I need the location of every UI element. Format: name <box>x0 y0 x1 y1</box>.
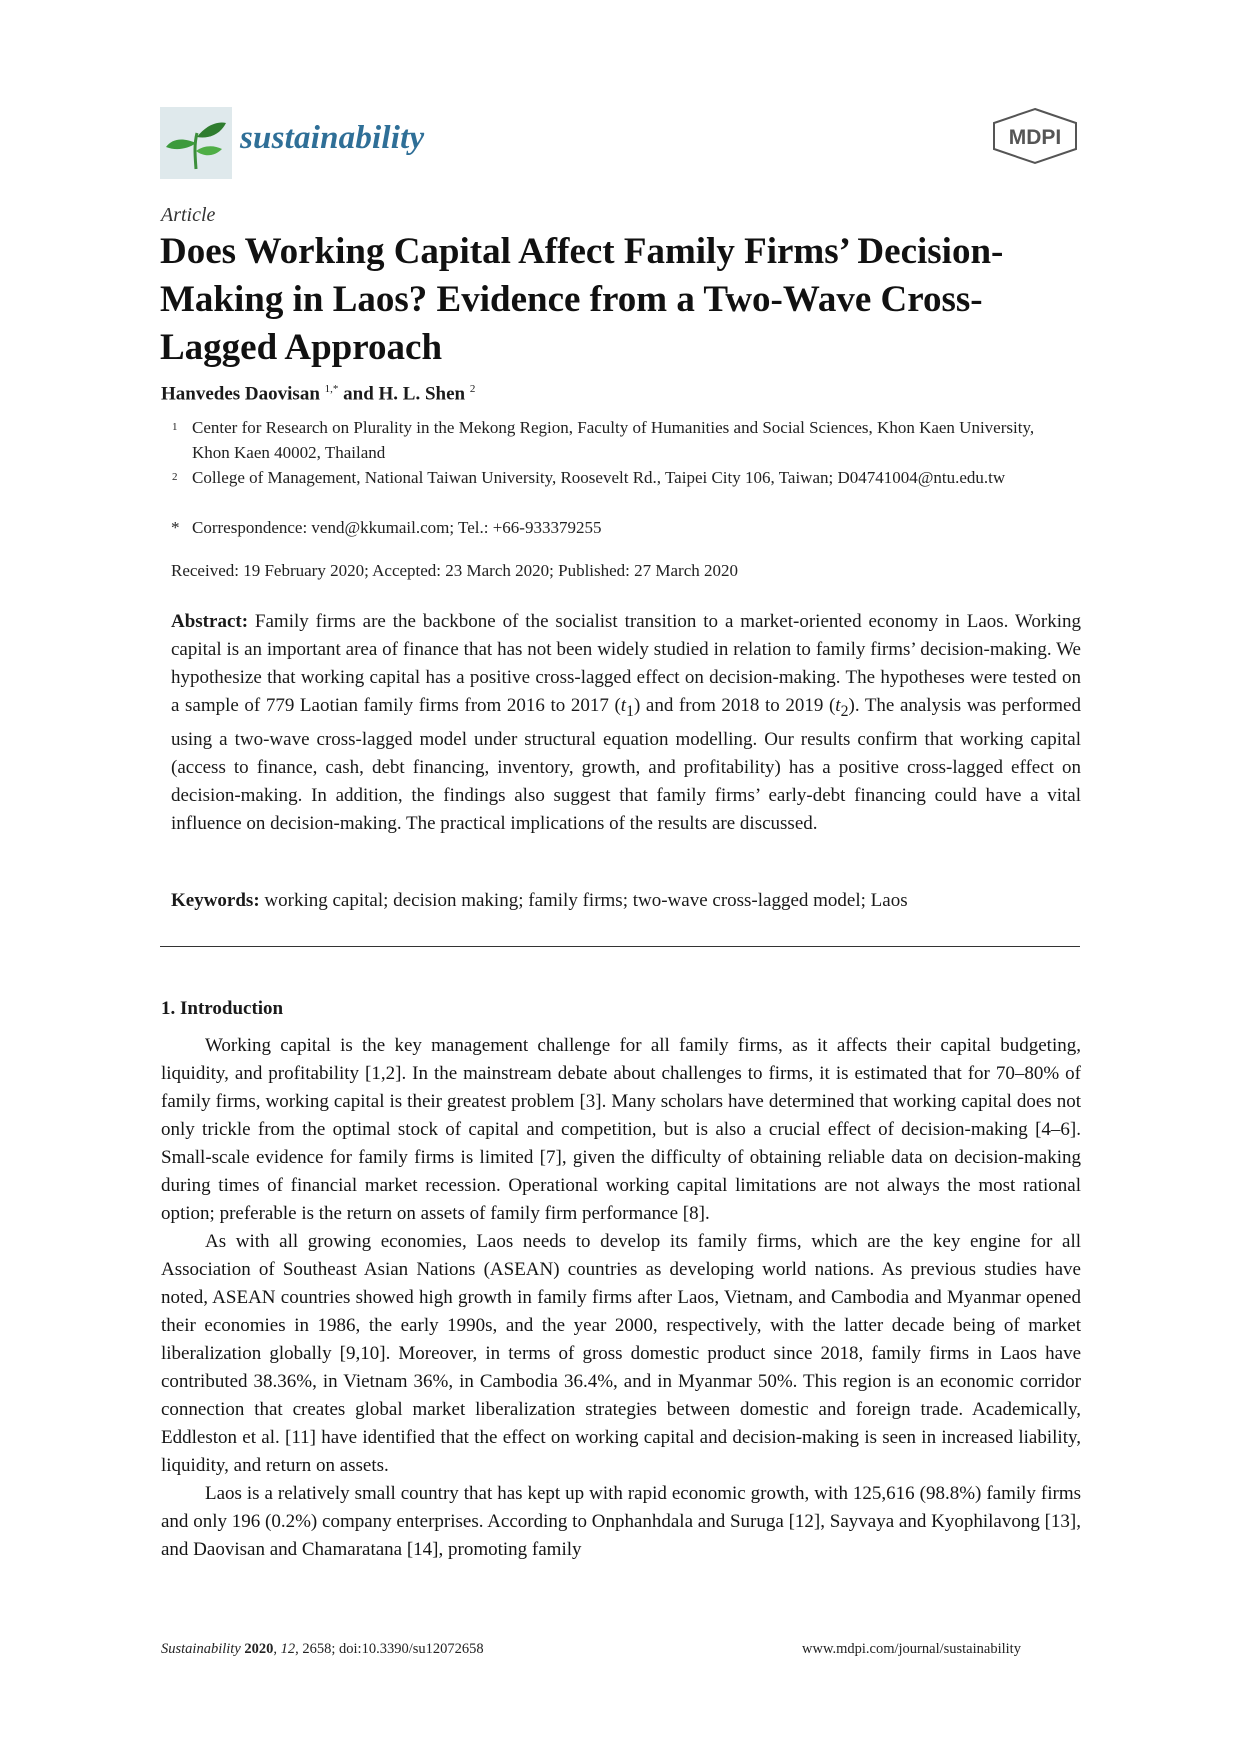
section-divider <box>160 946 1080 947</box>
affiliation-text: College of Management, National Taiwan University, Roosevelt Rd., Taipei City 106, Taiwan; D04741004@ntu.edu.tw <box>192 468 1006 487</box>
paragraph: Laos is a relatively small country that has kept up with rapid economic growth, with 125,616 (98.8%) family firms and only 196 (0.2%) company enterprises. According to Onphanhdala and Suruga [12], Sayvaya and Kyophilavong [13], and Daovisan and Chamaratana [14], promoting family <box>161 1483 1081 1560</box>
citation-footer: Sustainability 2020, 12, 2658; doi:10.3390/su12072658 <box>161 1641 484 1657</box>
paragraph: Working capital is the key management challenge for all family firms, as it affects their capital budgeting, liquidity, and profitability [1,2]. In the mainstream debate about challenges to firms, it is estimated that for 70–80% of family firms, working capital is their greatest problem [3]. Many scholars have determined that working capital does not only trickle from the optimal stock of capital and competition, but is also a crucial effect of decision-making [4–6]. Small-scale evidence for family firms is limited [7], given the difficulty of obtaining reliable data on decision-making during times of financial market recession. Operational working capital limitations are not always the most rational option; preferable is the return on assets of family firm performance [8]. <box>161 1035 1081 1224</box>
correspondence-mark: * <box>171 518 180 537</box>
abstract-subscript: 1 <box>626 702 634 720</box>
abstract <box>171 608 1081 838</box>
affiliation-text: Center for Research on Plurality in the Mekong Region, Faculty of Humanities and Social Sciences, Khon Kaen University, Khon Kaen 40002, Thailand <box>192 418 1035 462</box>
paragraph: As with all growing economies, Laos needs to develop its family firms, which are the key engine for all Association of Southeast Asian Nations (ASEAN) countries as developing world nations. As previous studies have noted, ASEAN countries showed high growth in family firms after Laos, Vietnam, and Cambodia and Myanmar opened their economies in 1986, the early 1990s, and the year 2000, respectively, with the latter decade being of market liberalization globally [9,10]. Moreover, in terms of gross domestic product since 2018, family firms in Laos have contributed 38.36%, in Vietnam 36%, in Cambodia 36.4%, and in Myanmar 50%. This region is an economic corridor connection that creates global market liberalization strategies between domestic and foreign trade. Academically, Eddleston et al. [11] have identified that the effect on working capital and decision-making is seen in increased liability, liquidity, and return on assets. <box>161 1231 1081 1476</box>
journal-url: www.mdpi.com/journal/sustainability <box>802 1641 1021 1657</box>
affiliation <box>172 415 1052 465</box>
publisher-name: MDPI <box>1008 126 1062 149</box>
author-name: Hanvedes Daovisan <box>161 383 320 405</box>
leaf-icon <box>160 107 232 179</box>
abstract-text: ) and from 2018 to 2019 ( <box>633 695 836 716</box>
author-list <box>161 383 475 405</box>
affiliation <box>172 465 1052 490</box>
abstract-variable: t <box>835 695 841 716</box>
keywords-label: Keywords: <box>171 890 260 911</box>
author-joiner: and <box>338 383 379 405</box>
footer-doi: , 2658; doi:10.3390/su12072658 <box>295 1641 484 1657</box>
correspondence <box>171 515 1052 540</box>
abstract-subscript: 2 <box>840 702 849 720</box>
footer-volume: 12 <box>280 1641 296 1657</box>
author-affiliation-mark: 1,* <box>324 383 339 395</box>
correspondence-text: Correspondence: vend@kkumail.com; Tel.: +66-933379255 <box>192 518 602 537</box>
footer-journal: Sustainability <box>161 1641 241 1657</box>
publication-dates: Received: 19 February 2020; Accepted: 23 March 2020; Published: 27 March 2020 <box>171 561 739 580</box>
abstract-text: ). The analysis was performed using a two-wave cross-lagged model under structural equation modelling. Our results confirm that working capital (access to finance, cash, debt financing, inventory, growth, and profitability) has a positive cross-lagged effect on decision-making. In addition, the findings also suggest that family firms’ early-debt financing could have a vital influence on decision-making. The practical implications of the results are discussed. <box>171 695 1081 834</box>
author-name: H. L. Shen <box>378 383 466 405</box>
journal-logo <box>160 107 232 179</box>
body-text <box>161 1032 1081 1564</box>
article-type: Article <box>161 204 216 226</box>
affiliation-mark: 1 <box>172 421 178 433</box>
abstract-variable: t <box>620 695 627 716</box>
author-affiliation-mark: 2 <box>469 383 476 395</box>
section-heading: 1. Introduction <box>161 998 284 1019</box>
journal-name: sustainability <box>240 120 425 156</box>
keywords <box>171 887 1081 915</box>
footer-year: 2020 <box>244 1641 274 1657</box>
keywords-text: working capital; decision making; family firms; two-wave cross-lagged model; Laos <box>259 890 908 911</box>
abstract-label: Abstract: <box>171 611 249 632</box>
paper-title: Does Working Capital Affect Family Firms’ Decision-Making in Laos? Evidence from a Two-Wave Cross-Lagged Approach <box>160 231 1004 368</box>
abstract-text: Family firms are the backbone of the socialist transition to a market-oriented economy in Laos. Working capital is an important area of finance that has not been widely studied in relation to family firms’ decision-making. We hypothesize that working capital has a positive cross-lagged effect on decision-making. The hypotheses were tested on a sample of 779 Laotian family firms from 2016 to 2017 ( <box>171 611 1081 716</box>
publisher-logo <box>990 107 1080 165</box>
affiliation-mark: 2 <box>172 471 178 483</box>
